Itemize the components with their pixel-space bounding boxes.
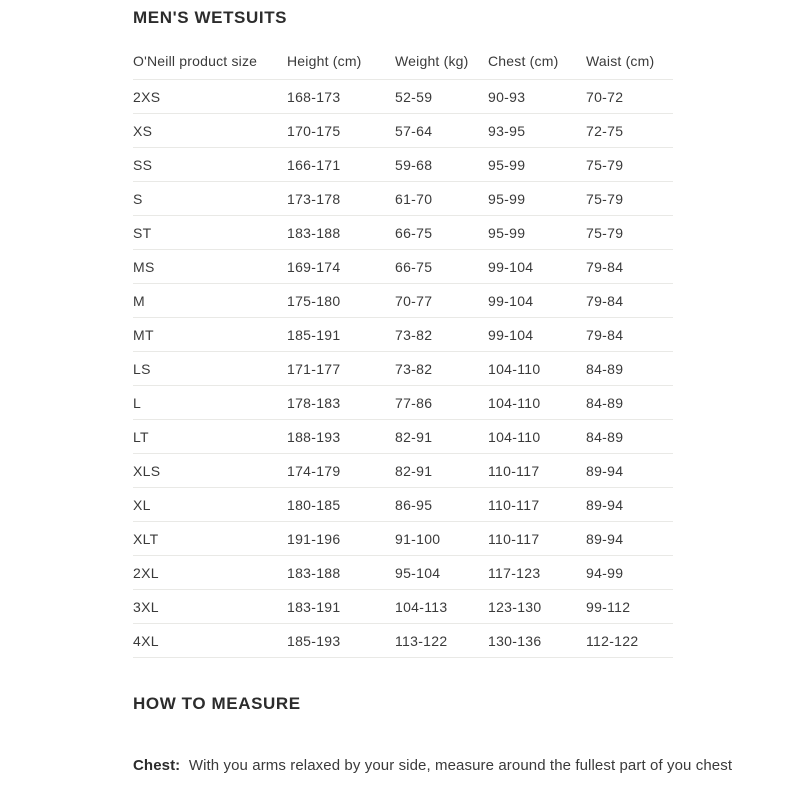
header-waist: Waist (cm) — [586, 43, 673, 80]
value-cell: 89-94 — [586, 488, 673, 522]
value-cell: 73-82 — [395, 318, 488, 352]
size-guide-content — [133, 8, 753, 779]
size-cell: MS — [133, 250, 287, 284]
size-cell: SS — [133, 148, 287, 182]
value-cell: 79-84 — [586, 318, 673, 352]
measure-note-label: Chest: — [133, 757, 181, 774]
value-cell: 99-104 — [488, 284, 586, 318]
table-row — [133, 148, 673, 182]
value-cell: 173-178 — [287, 182, 395, 216]
value-cell: 52-59 — [395, 80, 488, 114]
value-cell: 117-123 — [488, 556, 586, 590]
table-row — [133, 80, 673, 114]
size-cell: M — [133, 284, 287, 318]
value-cell: 112-122 — [586, 624, 673, 658]
value-cell: 104-113 — [395, 590, 488, 624]
value-cell: 123-130 — [488, 590, 586, 624]
value-cell: 77-86 — [395, 386, 488, 420]
value-cell: 95-99 — [488, 182, 586, 216]
table-row — [133, 522, 673, 556]
size-cell: LS — [133, 352, 287, 386]
value-cell: 57-64 — [395, 114, 488, 148]
value-cell: 174-179 — [287, 454, 395, 488]
value-cell: 99-112 — [586, 590, 673, 624]
value-cell: 188-193 — [287, 420, 395, 454]
size-cell: XS — [133, 114, 287, 148]
value-cell: 75-79 — [586, 148, 673, 182]
value-cell: 73-82 — [395, 352, 488, 386]
value-cell: 180-185 — [287, 488, 395, 522]
table-row — [133, 318, 673, 352]
size-cell: L — [133, 386, 287, 420]
size-table — [133, 43, 673, 658]
value-cell: 166-171 — [287, 148, 395, 182]
value-cell: 66-75 — [395, 250, 488, 284]
value-cell: 104-110 — [488, 386, 586, 420]
header-chest: Chest (cm) — [488, 43, 586, 80]
size-cell: 4XL — [133, 624, 287, 658]
size-cell: XLS — [133, 454, 287, 488]
how-to-measure-title: HOW TO MEASURE — [133, 694, 301, 713]
value-cell: 130-136 — [488, 624, 586, 658]
value-cell: 110-117 — [488, 454, 586, 488]
value-cell: 84-89 — [586, 352, 673, 386]
measure-note-text: With you arms relaxed by your side, measure around the fullest part of you chest — [188, 757, 733, 774]
value-cell: 183-191 — [287, 590, 395, 624]
value-cell: 95-104 — [395, 556, 488, 590]
value-cell: 72-75 — [586, 114, 673, 148]
value-cell: 113-122 — [395, 624, 488, 658]
size-cell: XL — [133, 488, 287, 522]
value-cell: 91-100 — [395, 522, 488, 556]
table-row — [133, 182, 673, 216]
value-cell: 185-193 — [287, 624, 395, 658]
value-cell: 84-89 — [586, 420, 673, 454]
size-cell: S — [133, 182, 287, 216]
table-row — [133, 488, 673, 522]
value-cell: 82-91 — [395, 454, 488, 488]
value-cell: 82-91 — [395, 420, 488, 454]
value-cell: 110-117 — [488, 522, 586, 556]
size-table-header — [133, 43, 673, 80]
value-cell: 86-95 — [395, 488, 488, 522]
table-row — [133, 420, 673, 454]
value-cell: 61-70 — [395, 182, 488, 216]
size-cell: ST — [133, 216, 287, 250]
value-cell: 84-89 — [586, 386, 673, 420]
size-table-body — [133, 80, 673, 658]
table-row — [133, 352, 673, 386]
size-cell: XLT — [133, 522, 287, 556]
header-height: Height (cm) — [287, 43, 395, 80]
value-cell: 95-99 — [488, 148, 586, 182]
page-title: MEN'S WETSUITS — [133, 8, 288, 27]
value-cell: 79-84 — [586, 250, 673, 284]
value-cell: 79-84 — [586, 284, 673, 318]
size-cell: 2XS — [133, 80, 287, 114]
table-row — [133, 590, 673, 624]
value-cell: 171-177 — [287, 352, 395, 386]
size-cell: 2XL — [133, 556, 287, 590]
value-cell: 89-94 — [586, 522, 673, 556]
measure-note — [133, 752, 737, 779]
value-cell: 99-104 — [488, 250, 586, 284]
value-cell: 183-188 — [287, 556, 395, 590]
table-row — [133, 386, 673, 420]
value-cell: 89-94 — [586, 454, 673, 488]
table-row — [133, 556, 673, 590]
table-row — [133, 114, 673, 148]
value-cell: 99-104 — [488, 318, 586, 352]
header-product-size: O'Neill product size — [133, 43, 287, 80]
size-cell: 3XL — [133, 590, 287, 624]
value-cell: 183-188 — [287, 216, 395, 250]
table-row — [133, 216, 673, 250]
value-cell: 75-79 — [586, 216, 673, 250]
value-cell: 104-110 — [488, 420, 586, 454]
size-cell: LT — [133, 420, 287, 454]
value-cell: 169-174 — [287, 250, 395, 284]
value-cell: 178-183 — [287, 386, 395, 420]
table-row — [133, 250, 673, 284]
table-row — [133, 454, 673, 488]
table-row — [133, 624, 673, 658]
value-cell: 168-173 — [287, 80, 395, 114]
value-cell: 185-191 — [287, 318, 395, 352]
value-cell: 175-180 — [287, 284, 395, 318]
header-weight: Weight (kg) — [395, 43, 488, 80]
value-cell: 70-77 — [395, 284, 488, 318]
value-cell: 104-110 — [488, 352, 586, 386]
size-cell: MT — [133, 318, 287, 352]
value-cell: 90-93 — [488, 80, 586, 114]
value-cell: 110-117 — [488, 488, 586, 522]
value-cell: 170-175 — [287, 114, 395, 148]
value-cell: 66-75 — [395, 216, 488, 250]
value-cell: 191-196 — [287, 522, 395, 556]
value-cell: 95-99 — [488, 216, 586, 250]
value-cell: 93-95 — [488, 114, 586, 148]
value-cell: 70-72 — [586, 80, 673, 114]
value-cell: 94-99 — [586, 556, 673, 590]
header-row — [133, 43, 673, 80]
value-cell: 59-68 — [395, 148, 488, 182]
value-cell: 75-79 — [586, 182, 673, 216]
table-row — [133, 284, 673, 318]
